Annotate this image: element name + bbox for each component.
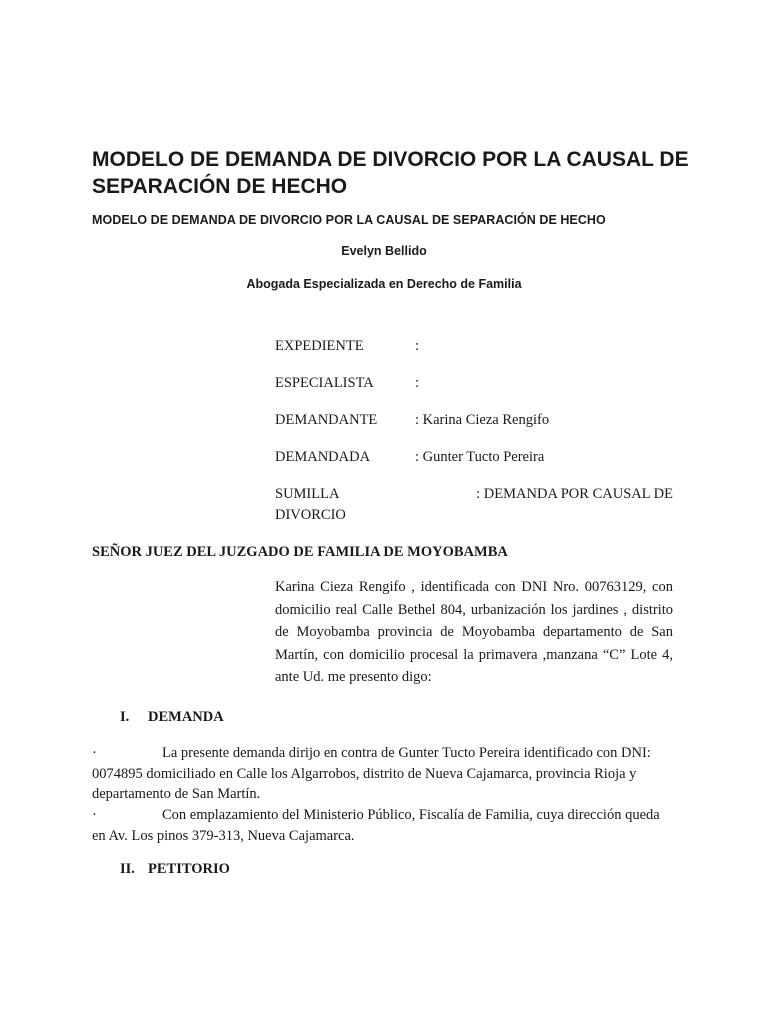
- section-heading-demanda: [120, 709, 224, 726]
- case-value: :: [415, 338, 420, 354]
- intro-paragraph: Karina Cieza Rengifo , identificada con DNI Nro. 00763129, con domicilio real Calle Bethel 804, urbanización los jardines , distrito de Moyobamba provincia de Moyobamba departamento de San Martín, con domicilio procesal la primavera ,manzana “C” Lote 4, ante Ud. me presento digo:: [275, 579, 673, 685]
- author-role: Abogada Especializada en Derecho de Familia: [246, 277, 522, 291]
- sumilla-label: SUMILLA: [275, 486, 340, 502]
- case-label: EXPEDIENTE: [275, 338, 364, 354]
- case-row-sumilla: [275, 484, 673, 526]
- sumilla-line: [275, 484, 673, 505]
- case-value: : Gunter Tucto Pereira: [415, 449, 545, 465]
- section-title: DEMANDA: [148, 709, 224, 725]
- judge-address: SEÑOR JUEZ DEL JUZGADO DE FAMILIA DE MOYOBAMBA: [92, 544, 508, 560]
- case-row-demandante: [275, 410, 673, 447]
- case-label: DEMANDANTE: [275, 412, 378, 428]
- case-row-especialista: [275, 373, 673, 410]
- bullet-text: La presente demanda dirijo en contra de Gunter Tucto Pereira identificado con DNI: 0074895 domiciliado en Calle los Algarrobos, distrito de Nueva Cajamarca, provincia Rioja y departamento de San Martín.: [92, 745, 651, 802]
- case-value: :: [415, 375, 420, 391]
- case-value: : Karina Cieza Rengifo: [415, 412, 550, 428]
- bullet-paragraph: [92, 743, 672, 805]
- case-row-expediente: [275, 336, 673, 373]
- case-row-demandada: [275, 447, 673, 484]
- section-number: I.: [120, 709, 130, 725]
- case-header-block: [275, 336, 673, 484]
- sumilla-value: : DEMANDA POR CAUSAL DE: [476, 486, 673, 502]
- section-heading-petitorio: [120, 861, 230, 878]
- author-name: Evelyn Bellido: [341, 244, 427, 258]
- document-subtitle: MODELO DE DEMANDA DE DIVORCIO POR LA CAUSAL DE SEPARACIÓN DE HECHO: [92, 213, 606, 227]
- section-title: PETITORIO: [148, 861, 230, 877]
- bullet-mark: ·: [92, 745, 97, 761]
- document-title: MODELO DE DEMANDA DE DIVORCIO POR LA CAUSAL DE SEPARACIÓN DE HECHO: [92, 148, 689, 198]
- case-label: ESPECIALISTA: [275, 375, 374, 391]
- case-label: DEMANDADA: [275, 449, 371, 465]
- bullet-mark: ·: [92, 807, 97, 823]
- bullet-text: Con emplazamiento del Ministerio Público, Fiscalía de Familia, cuya dirección queda en Av. Los pinos 379-313, Nueva Cajamarca.: [92, 807, 660, 844]
- bullet-paragraph: [92, 805, 672, 846]
- section-number: II.: [120, 861, 135, 877]
- sumilla-value-continued: DIVORCIO: [275, 507, 346, 523]
